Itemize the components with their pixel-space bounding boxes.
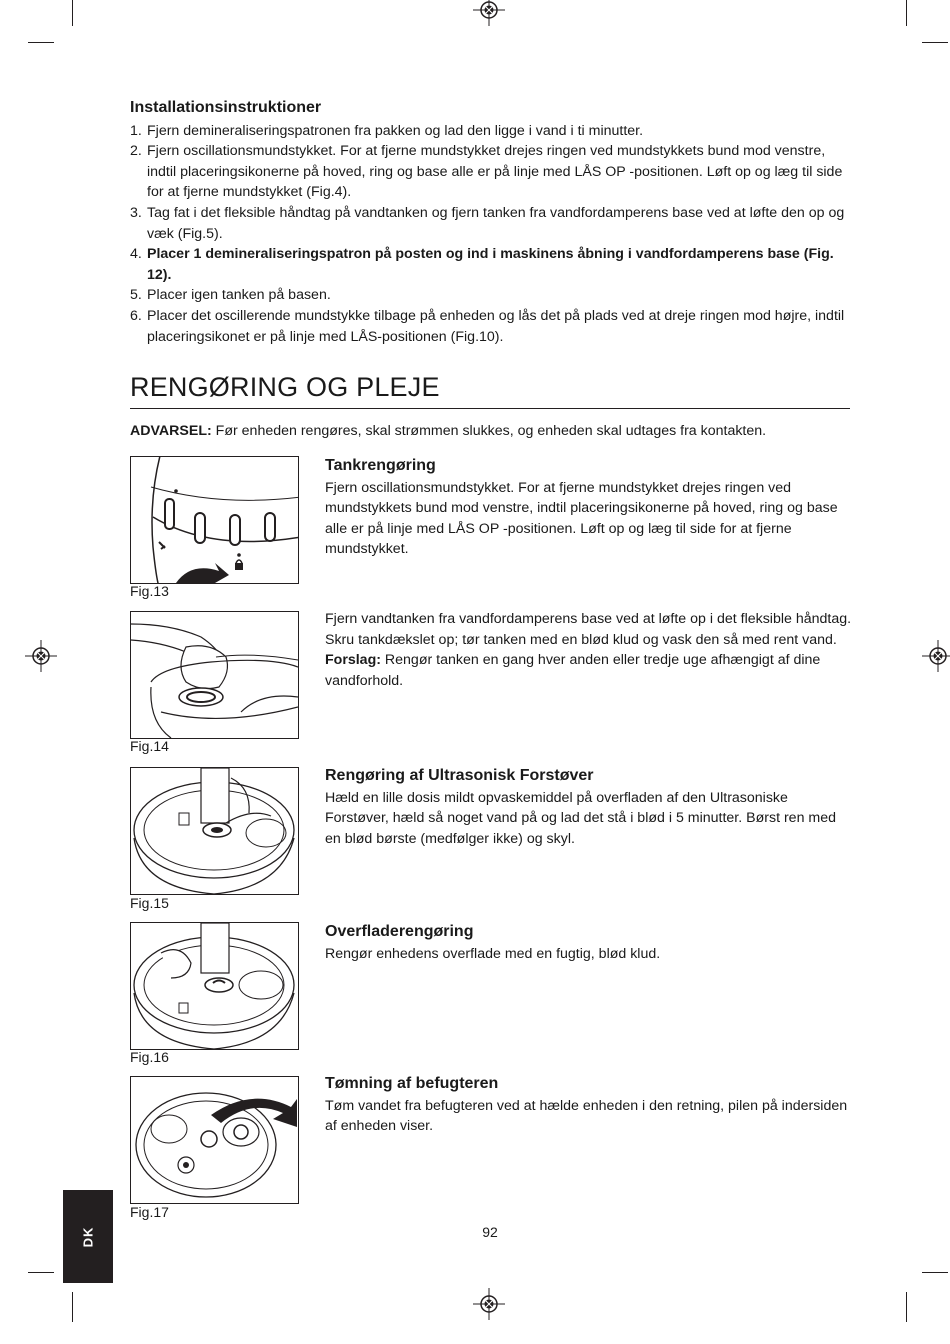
step-number: 1. — [130, 122, 142, 139]
step-text: Placer 1 demineraliseringspatron på posten og ind i maskinens åbning i vandfordamperens base (Fig. 12). — [147, 246, 834, 283]
water-tank-tip — [325, 650, 853, 691]
ultrasonic-text: Hæld en lille dosis mildt opvaskemiddel på overfladen af den Ultrasoniske Forstøver, hæld så noget vand på og lad det stå i blød i 5 minutter. Børst ren med en blød børste (medfølger ikke) og skyl. — [325, 789, 836, 847]
step-number: 4. — [130, 246, 142, 263]
figure-16-image — [130, 922, 299, 1050]
surface-block — [325, 922, 853, 964]
figure-label: Fig.13 — [130, 583, 169, 599]
water-tank-block — [325, 609, 853, 691]
registration-mark-icon — [473, 1288, 505, 1320]
registration-mark-icon — [25, 640, 57, 672]
tip-label: Forslag: — [325, 652, 381, 669]
list-item — [130, 203, 850, 244]
language-tab-label: DK — [80, 1226, 96, 1247]
emptying-text: Tøm vandet fra befugteren ved at hælde enheden i den retning, pilen på indersiden af enheden viser. — [325, 1097, 848, 1135]
warning-body: Før enheden rengøres, skal strømmen slukkes, og enheden skal udtages fra kontakten. — [211, 423, 767, 439]
figure-17-image — [130, 1076, 299, 1204]
water-tank-text: Fjern vandtanken fra vandfordamperens base ved at løfte op i det fleksible håndtag. Skru tankdækslet op; tør tanken med en blød klud og vask den så med rent vand. — [325, 611, 852, 648]
step-text: Placer det oscillerende mundstykke tilbage på enheden og lås det på plads ved at dreje ringen mod højre, indtil placeringsikonet er på linje med LÅS-positionen (Fig.10). — [147, 307, 845, 345]
tank-cleaning-text: Fjern oscillationsmundstykket. For at fjerne mundstykket drejes ringen ved mundstykkets bund mod venstre, indtil placeringsikonerne på hoved, ring og base alle er på linje med LÅS OP -positionen. Løft op og læg til side for at fjerne mundstykket. — [325, 479, 838, 558]
figure-label: Fig.15 — [130, 895, 169, 911]
registration-mark-icon — [922, 640, 950, 672]
installation-heading: Installationsinstruktioner — [130, 99, 322, 116]
step-text: Placer igen tanken på basen. — [147, 287, 331, 304]
warning-label: ADVARSEL: — [130, 423, 212, 439]
emptying-block — [325, 1074, 853, 1137]
crop-mark — [922, 42, 948, 43]
step-number: 5. — [130, 287, 142, 304]
crop-mark — [72, 1292, 73, 1322]
warning-text — [130, 421, 850, 441]
section-divider — [130, 408, 850, 409]
step-number: 2. — [130, 143, 142, 160]
crop-mark — [906, 1292, 907, 1322]
crop-mark — [72, 0, 73, 26]
crop-mark — [906, 0, 907, 26]
crop-mark — [28, 42, 54, 43]
step-text: Tag fat i det fleksible håndtag på vandtanken og fjern tanken fra vandfordamperens base ved at løfte den op og væk (Fig.5). — [147, 204, 845, 242]
figure-13-image — [130, 456, 299, 584]
figure-15-image — [130, 767, 299, 895]
list-item — [130, 306, 850, 347]
emptying-heading: Tømning af befugteren — [325, 1075, 499, 1092]
tank-cleaning-block — [325, 456, 853, 560]
figure-label: Fig.16 — [130, 1049, 169, 1065]
crop-mark — [922, 1272, 948, 1273]
figure-label: Fig.17 — [130, 1204, 169, 1220]
surface-heading: Overfladerengøring — [325, 923, 474, 940]
step-text: Fjern demineraliseringspatronen fra pakken og lad den ligge i vand i ti minutter. — [147, 122, 644, 139]
surface-text: Rengør enhedens overflade med en fugtig, blød klud. — [325, 945, 661, 962]
page-number: 92 — [482, 1224, 498, 1240]
ultrasonic-block — [325, 766, 853, 849]
step-text: Fjern oscillationsmundstykket. For at fjerne mundstykket drejes ringen ved mundstykkets bund mod venstre, indtil placeringsikonerne på hoved, ring og base alle er på linje med LÅS OP -positionen. Løft op og læg til side for at fjerne mundstykket (Fig.4). — [147, 143, 843, 201]
ultrasonic-heading: Rengøring af Ultrasonisk Forstøver — [325, 767, 594, 784]
installation-steps — [130, 121, 850, 348]
crop-mark — [28, 1272, 54, 1273]
registration-mark-icon — [473, 0, 505, 26]
list-item — [130, 285, 850, 306]
step-number: 6. — [130, 307, 142, 324]
tip-text: Rengør tanken en gang hver anden eller tredje uge afhængigt af dine vandforhold. — [325, 652, 821, 689]
language-tab — [63, 1190, 113, 1283]
figure-14-image — [130, 611, 299, 739]
figure-label: Fig.14 — [130, 738, 169, 754]
installation-section — [130, 98, 850, 347]
list-item — [130, 141, 850, 203]
list-item — [130, 244, 850, 285]
section-title: RENGØRING OG PLEJE — [130, 372, 440, 402]
step-number: 3. — [130, 204, 142, 221]
tank-cleaning-heading: Tankrengøring — [325, 457, 436, 474]
list-item — [130, 121, 850, 142]
